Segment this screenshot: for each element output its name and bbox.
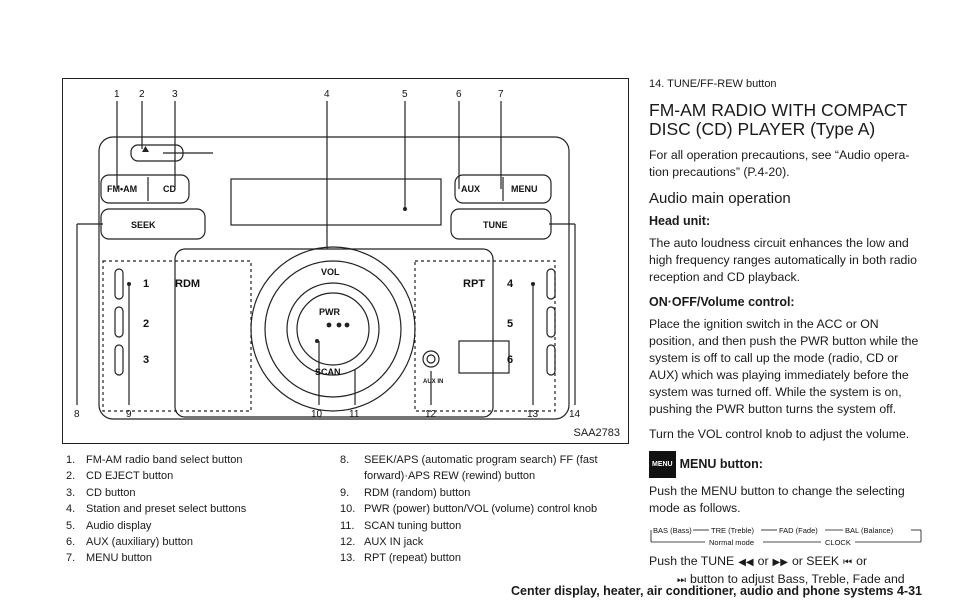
flow-tre: TRE (Treble) <box>711 526 755 535</box>
list-item: 6. AUX (auxiliary) button <box>66 536 193 549</box>
onoff-paragraph: Place the ignition switch in the ACC or ON position, and then push the PWR button while the system is off to call up the mode (radio, CD or AUX) which was playing immediately before the system was turned off. While the system is on, pushing the PWR button turns the system off. <box>649 317 919 416</box>
callout-7: 7 <box>498 89 504 100</box>
preset-4: 4 <box>507 278 514 290</box>
aux-in-label: AUX IN <box>423 379 444 385</box>
pwr-label: PWR <box>319 307 340 317</box>
page-footer: Center display, heater, air conditioner, audio and phone systems 4-31 <box>511 584 922 598</box>
subsection-title: Audio main operation <box>649 190 791 207</box>
rewind-icon: ◀◀ <box>738 557 754 568</box>
right-item-list <box>340 452 630 567</box>
tune-label: TUNE <box>483 220 508 230</box>
list-item: 1. FM-AM radio band select button <box>66 454 243 466</box>
section-title: FM-AM RADIO WITH COMPACT DISC (CD) PLAYER (Type A) <box>649 100 907 139</box>
list-item: 8. SEEK/APS (automatic program search) FF (fast forward)·APS REW (rewind) button <box>340 454 598 483</box>
preset-2: 2 <box>143 318 150 330</box>
fm-am-label: FM•AM <box>107 184 138 194</box>
flow-bas: BAS (Bass) <box>653 526 692 535</box>
rpt-label: RPT <box>463 278 485 290</box>
flow-fad: FAD (Fade) <box>779 526 818 535</box>
list-item: 9. RDM (random) button <box>340 486 471 499</box>
audio-unit-figure <box>62 78 629 444</box>
skip-forward-icon: ⏭ <box>677 575 686 586</box>
volume-paragraph: Turn the VOL control knob to adjust the volume. <box>649 427 910 441</box>
head-unit-heading: Head unit: <box>649 214 711 228</box>
list-item: 10. PWR (power) button/VOL (volume) control knob <box>340 503 598 516</box>
preset-5: 5 <box>507 318 514 330</box>
menu-label: MENU <box>511 184 538 194</box>
flow-clock: CLOCK <box>825 538 851 547</box>
callout-13: 13 <box>527 409 539 420</box>
flow-bal: BAL (Balance) <box>845 526 894 535</box>
callout-14: 14 <box>569 409 581 420</box>
list-item: 13. RPT (repeat) button <box>340 552 462 565</box>
list-item: 11. SCAN tuning button <box>340 519 462 532</box>
skip-back-icon: ⏮ <box>843 557 853 568</box>
callout-1: 1 <box>114 89 120 100</box>
left-item-list <box>66 452 306 567</box>
menu-heading: MENU MENU button: <box>649 451 925 478</box>
preset-1: 1 <box>143 278 150 290</box>
callout-4: 4 <box>324 89 330 100</box>
list-item: 2. CD EJECT button <box>66 470 174 483</box>
list-item: 7. MENU button <box>66 552 153 565</box>
list-item-14: 14. TUNE/FF-REW button <box>649 78 777 90</box>
callout-5: 5 <box>402 89 408 100</box>
list-item: 12. AUX IN jack <box>340 536 424 549</box>
intro-paragraph: For all operation precautions, see “Audio opera-tion precautions” (P.4-20). <box>649 148 910 179</box>
audio-unit-illustration <box>63 79 630 445</box>
rdm-label: RDM <box>175 278 201 290</box>
list-item: 3. CD button <box>66 486 136 499</box>
callout-2: 2 <box>139 89 145 100</box>
callout-9: 9 <box>126 409 132 420</box>
callout-6: 6 <box>456 89 462 100</box>
figure-caption: SAA2783 <box>573 427 620 439</box>
preset-6: 6 <box>507 354 514 366</box>
callout-3: 3 <box>172 89 178 100</box>
list-item: 5. Audio display <box>66 519 152 532</box>
preset-3: 3 <box>143 354 150 366</box>
callout-12: 12 <box>425 409 437 420</box>
cd-label: CD <box>163 184 176 194</box>
callout-11: 11 <box>349 409 360 420</box>
seek-label: SEEK <box>131 220 156 230</box>
tune-paragraph: Push the TUNE ◀◀ or ▶▶ or SEEK ⏮ or ⏭ button to adjust Bass, Treble, Fade and <box>649 554 905 586</box>
fast-forward-icon: ▶▶ <box>772 557 788 568</box>
onoff-heading: ON·OFF/Volume control: <box>649 295 795 309</box>
scan-label: SCAN <box>315 367 341 377</box>
callout-8: 8 <box>74 409 80 420</box>
vol-label: VOL <box>321 267 340 277</box>
head-unit-paragraph: The auto loudness circuit enhances the low and high frequency ranges automatically in both radio reception and CD playback. <box>649 236 917 284</box>
menu-paragraph: Push the MENU button to change the selecting mode as follows. <box>649 484 905 515</box>
right-column-text <box>649 76 925 589</box>
aux-label: AUX <box>461 184 481 194</box>
menu-icon: MENU <box>649 451 676 478</box>
menu-mode-flow-diagram <box>649 525 925 547</box>
list-item: 4. Station and preset select buttons <box>66 503 247 516</box>
flow-normal: Normal mode <box>709 538 755 547</box>
callout-10: 10 <box>311 409 323 420</box>
